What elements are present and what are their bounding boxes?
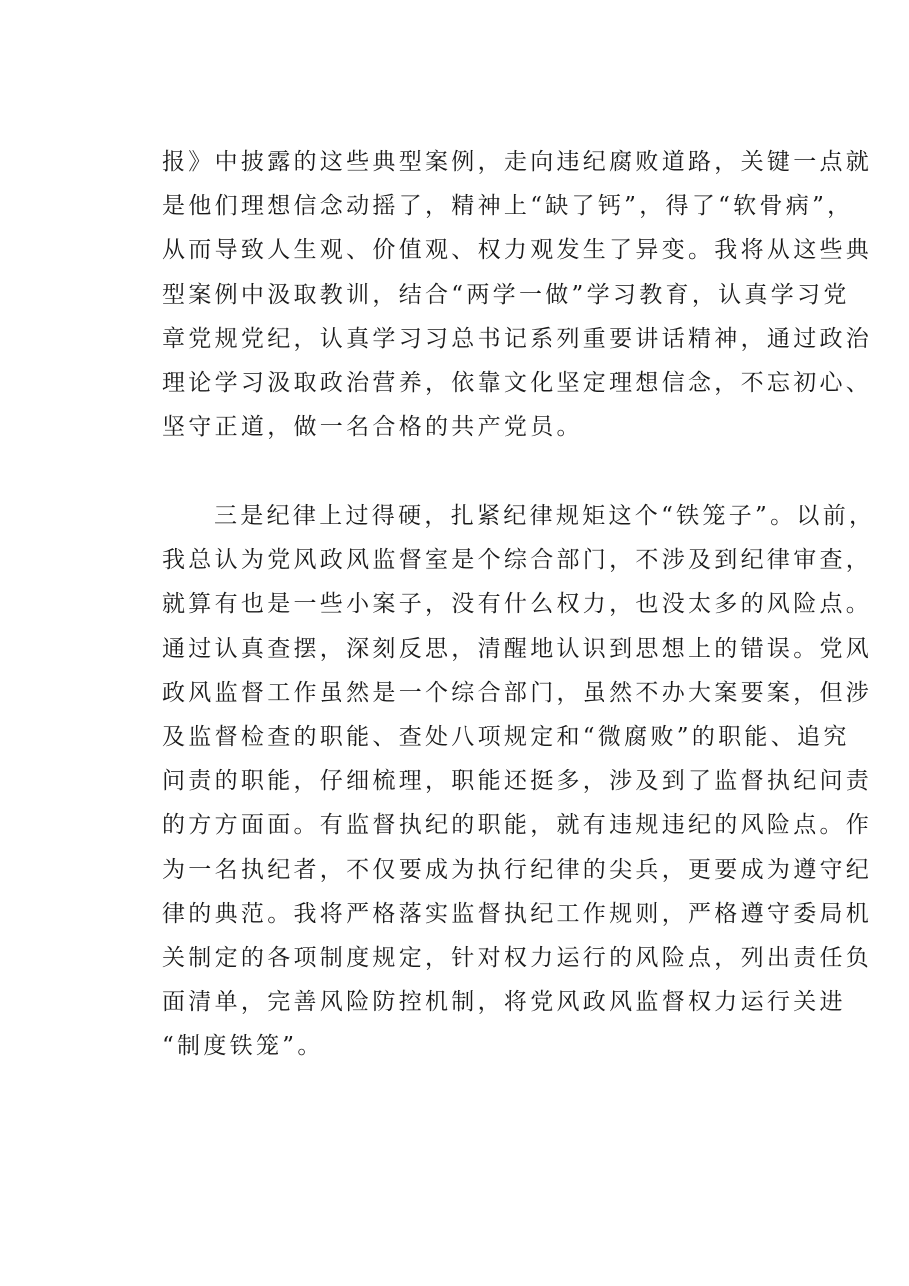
paragraph-line: 的方方面面。有监督执纪的职能，就有违规违纪的风险点。作: [162, 812, 873, 839]
paragraph-1: [162, 140, 873, 449]
paragraph-line: 从而导致人生观、价值观、权力观发生了异变。我将从这些典: [162, 237, 873, 264]
paragraph-line: 章党规党纪，认真学习习总书记系列重要讲话精神，通过政治: [162, 325, 873, 352]
paragraph-line: 报》中披露的这些典型案例，走向违纪腐败道路，关键一点就: [162, 149, 873, 175]
paragraph-line: 通过认真查摆，深刻反思，清醒地认识到思想上的错误。党风: [162, 635, 873, 662]
paragraph-line: 就算有也是一些小案子，没有什么权力，也没太多的风险点。: [162, 591, 873, 618]
paragraph-line: “制度铁笼”。: [162, 1033, 324, 1060]
paragraph-line: 坚守正道，做一名合格的共产党员。: [162, 414, 583, 441]
paragraph-line: 三是纪律上过得硬，扎紧纪律规矩这个“铁笼子”。以前，: [214, 503, 876, 529]
paragraph-line: 是他们理想信念动摇了，精神上“缺了钙”，得了“软骨病”，: [162, 193, 854, 220]
paragraph-line: 为一名执纪者，不仅要成为执行纪律的尖兵，更要成为遵守纪: [162, 856, 873, 883]
paragraph-line: 我总认为党风政风监督室是个综合部门，不涉及到纪律审查，: [162, 547, 873, 574]
paragraph-line: 面清单，完善风险防控机制，将党风政风监督权力运行关进: [162, 989, 846, 1016]
paragraph-line: 及监督检查的职能、查处八项规定和“微腐败”的职能、追究: [162, 723, 850, 750]
paragraph-line: 型案例中汲取教训，结合“两学一做”学习教育，认真学习党: [162, 281, 850, 308]
paragraph-line: 理论学习汲取政治营养，依靠文化坚定理想信念，不忘初心、: [162, 369, 873, 396]
paragraph-line: 政风监督工作虽然是一个综合部门，虽然不办大案要案，但涉: [162, 679, 873, 706]
paragraph-line: 问责的职能，仔细梳理，职能还挺多，涉及到了监督执纪问责: [162, 768, 873, 795]
paragraph-line: 律的典范。我将严格落实监督执纪工作规则，严格遵守委局机: [162, 900, 873, 927]
paragraph-line: 关制定的各项制度规定，针对权力运行的风险点，列出责任负: [162, 944, 873, 971]
paragraph-2: [162, 494, 876, 1068]
